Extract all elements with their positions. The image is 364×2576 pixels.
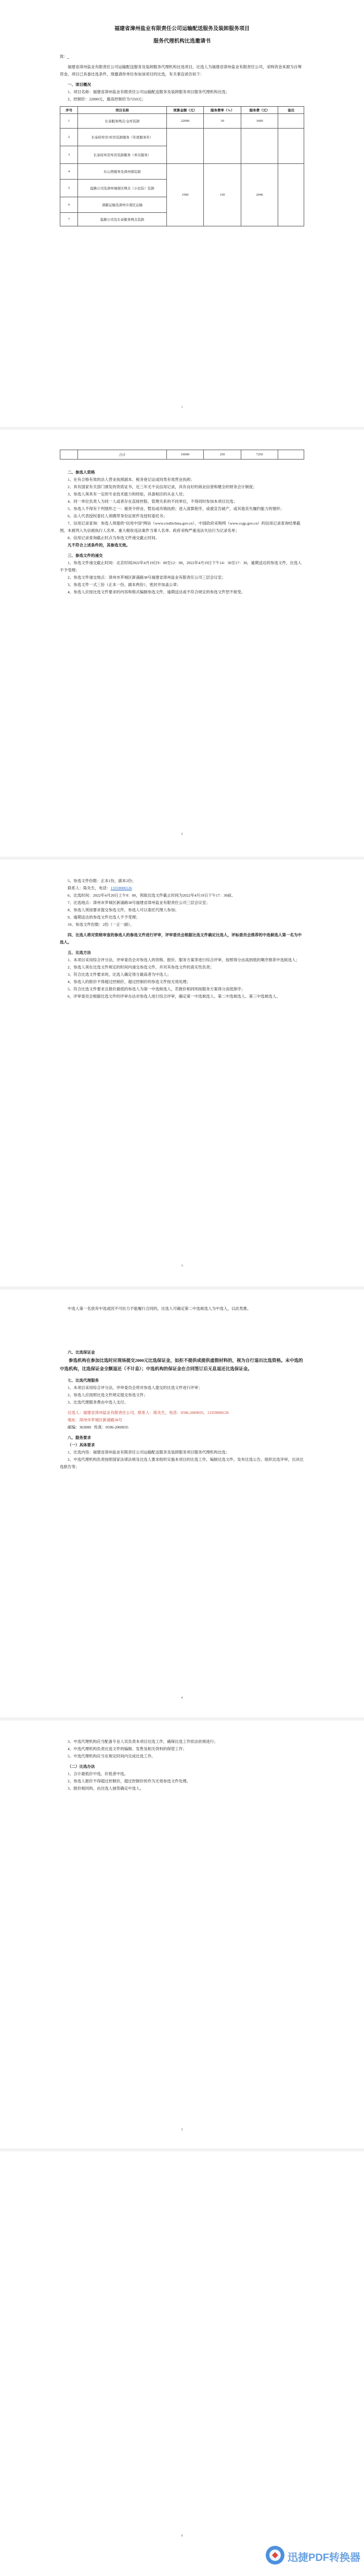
table-cell: 4 — [60, 164, 78, 180]
page-number: 5 — [181, 2128, 183, 2132]
table-total-row — [60, 450, 304, 460]
page-number: 3 — [181, 1265, 183, 1268]
table-row — [60, 114, 304, 129]
table-cell: 东山西服务及漳州南装卸 — [78, 164, 167, 180]
contact-label: 联系人：陈先生，电话： — [68, 886, 111, 890]
section-1-item-1: 1、项目名称：福建省漳州盐业有限责任公司运输配送服务及装卸服务项目服务代理机构比选； — [68, 90, 230, 94]
section-8-heading: 八、服务要求 — [68, 1435, 91, 1440]
table-cell — [278, 450, 304, 460]
section-4-heading: 四、比选人将对资格审查的参选人的参选文件进行评审，评审委员会根据比选文件确定比选人，评标委员会推荐的中选候选人第一名为中选人。 — [60, 933, 302, 945]
table-cell: 2 — [60, 129, 78, 146]
fee-table — [60, 106, 304, 226]
address-line: 地址：漳州市芗城区新浦路38号 — [68, 1418, 122, 1422]
section-8-subheading-2: （二）比选办法 — [68, 1764, 95, 1769]
section-2-item: 7、信用记录查询：参选人须提供“信用中国”网站（www.creditchina.gov.cn）、中国政府采购网（www.ccgp.gov.cn）的信用记录查询结果截图，未被列入失信被执行人名单、重大税收违法案件当事人名单、政府采购严重违法失信行为记录名单； — [60, 521, 301, 533]
section-2-item: 8、信用记录查询截止时点为参选文件递交截止时间。 — [68, 535, 160, 540]
section-4-item: 7、比选地点：漳州市芗城区新浦路38号福建省漳州盐业有限责任公司三层会议室； — [68, 900, 210, 905]
section-8-item: 2、中选代理机构负责按照国家法律法规及比选人要求组织实施本项目的比选工作，编制比选文件，发布比选公告，组织比选评审，出具比选报告等； — [60, 1457, 304, 1469]
table-cell: 盐路公司及长泰服务网点装卸 — [78, 213, 167, 226]
table-cell: 长泰服务网点/仓库装卸 — [78, 114, 167, 129]
section-4-item: 8、参选人须按要求提交参选文件，参选人可以委托代理人参加； — [68, 908, 179, 912]
table-header-cell: 备注 — [278, 107, 304, 114]
section-1-item-2: 2、控制价：22000元，最高控制价为7250元； — [68, 97, 146, 101]
section-7-item: 2、参选人应按照比选文件规定提交参选文件； — [68, 1393, 148, 1397]
table-cell: 1 — [60, 114, 78, 129]
table-header-cell: 预算金额（元） — [166, 107, 204, 114]
section-2-heading: 二、参选人资格 — [68, 470, 95, 475]
section-8-item: 5、中选代理机构应当在规定时间内完成比选工作。 — [68, 1754, 155, 1758]
section-3-item: 3、参选文件一式三份（正本一份，副本两份），密封并加盖公章； — [68, 582, 181, 587]
table-cell: 1500 — [166, 164, 204, 226]
table-cell: 长泰府库房/库房装卸服务（年度服务年） — [78, 129, 167, 146]
section-4-item: 5、参选文件份数：正本1份，副本2份； — [68, 878, 136, 883]
section-6-heading: 六、比选保证金 — [68, 1350, 95, 1355]
section-5-item: 4、参选人的报价不得超过控制价，超过控制价的参选文件按无效处理； — [68, 979, 191, 984]
section-3-item: 2、参选文件递交地点：漳州市芗城区新浦路38号福建省漳州盐业有限责任公司三层会议室； — [68, 575, 226, 580]
table-header-row — [60, 107, 304, 114]
intro-paragraph: 福建省漳州盐业有限责任公司运输配送服务及装卸服务代理机构比选项目，比选人为福建省漳州盐业有限责任公司，采购资金来源为自筹资金，项目已具备比选条件，现邀请你单位参加该项目的比选，有关事宜函告如下： — [60, 65, 302, 76]
section-2-item: 3、参选人须具有一定的专业技术能力和经验，具备相应的从业人员； — [68, 492, 187, 496]
section-1-heading: 一、项目概况 — [68, 82, 91, 87]
page-3 — [0, 860, 364, 1286]
section-3-item: 1、参选文件递交截止时间：北京时间2022年4月19日9：00至12：00，2022年4月19日下午14：30至17：30，逾期送达的参选文件，比选人不予受理； — [60, 560, 302, 572]
section-8-subheading-1: （一）具体要求 — [68, 1443, 95, 1447]
section-2-item: 5、参选人不得有下列情形之一：被责令停业、暂扣或吊销执照；进入清算程序，或被宣告破产，或其他丧失履约能力的情形； — [68, 506, 284, 511]
section-7-item: 3、比选代理服务费由中选人支付。 — [68, 1400, 128, 1405]
document-title: 福建省漳州盐业有限责任公司运输配送服务及装卸服务项目 — [114, 26, 250, 32]
section-8-item: 1、比选内容：福建省漳州盐业有限责任公司运输配送服务及装卸服务项目服务代理机构比选； — [68, 1450, 230, 1455]
table-cell: 22000 — [166, 114, 204, 129]
section-5-item: 5、符合比选文件要求且报价最低的参选人为第一中选候选人，若报价相同则按服务方案得分高低排序； — [68, 987, 245, 991]
section-5-item: 2、参选人须在比选文件规定的时间内递交参选文件，并对其参选文件的真实性负责； — [68, 965, 214, 970]
table-cell: 30 — [204, 114, 241, 129]
section-4-item: 6、比选时间：2022年4月20日上午9：00，领取比选文件截止时间为2022年4月19日下午17：30前。 — [68, 893, 236, 898]
table-cell — [278, 164, 304, 226]
section-8-item: 3、中选代理机构应当配备专业人员负责本项目比选工作，确保比选工作依法依规进行； — [68, 1739, 218, 1744]
section-4-item: 9、逾期送达的参选文件比选人不予受理； — [68, 915, 140, 920]
section-2-item: 6、法人代表授权委托人须携带身份证原件及授权委托书； — [68, 514, 167, 518]
addressee-blank — [68, 53, 109, 60]
page-4 — [0, 1290, 364, 1716]
section-2-note: 凡不符合上述条件的，其参选无效。 — [68, 543, 130, 547]
section-8b-item: 1、合计最低价中选，价低者中选。 — [68, 1771, 128, 1776]
page-number: 4 — [181, 1697, 183, 1700]
document-subtitle: 服务代理机构比选邀请书 — [153, 39, 211, 44]
section-6-text: 参选机构在参加比选时应现场提交2000元比选保证金，如拒不提供或提供虚假材料的，视为自行退出比选资格。未中选的中选机构，比选保证金全额退还（不计息）；中选机构的保证金在合同签订后无息退还比选保证金。 — [60, 1358, 303, 1371]
fax-line: 传真：0596-2069035 — [94, 1425, 128, 1430]
page-number: 6 — [181, 2534, 183, 2537]
table-cell: 2040 — [241, 164, 278, 226]
section-8b-item: 3、报价相同的，由比选人抽签确定中选人。 — [68, 1786, 144, 1791]
table-cell — [278, 129, 304, 164]
table-cell: 5 — [60, 180, 78, 197]
section-2-item: 1、在有合格有效的法人营业执照副本、税务登记证或同类有效营业执照； — [68, 477, 194, 482]
section-7-item: 1、本项目采用综合评分法，评审委员会将对参选人提交的比选文件进行评审； — [68, 1385, 202, 1390]
table-total-label: 合计 — [78, 450, 167, 460]
table-cell: 1600 — [241, 114, 278, 129]
table-cell: 长泰府库房库房装卸服务（单次服务） — [78, 146, 167, 164]
section-8-item: 4、中选代理机构负责比选文件的编制、发售及相关资料的保管工作； — [68, 1746, 187, 1751]
table-cell: 盐路公司及漳州城南区网点（小包装）装卸 — [78, 180, 167, 197]
table-header-cell: 服务费（元） — [241, 107, 278, 114]
section-4-item: 10、参选文件份数：2份（一正一副）。 — [68, 922, 134, 927]
table-total-budget: 10000 — [166, 450, 204, 460]
page-1 — [0, 0, 364, 427]
section-2-item: 2、具有国家有关部门颁发的资质证书，近三年无不良信用记录，具有良好的商业信誉和健全的财务会计制度； — [68, 484, 257, 489]
section-5-item: 1、本项目采用综合评分法，评审委员会对参选人的资格、报价、服务方案等进行综合评审，按照得分由高到低的顺序推荐中选候选人； — [68, 958, 300, 962]
section-2-item: 4、同一单位负责人为同一人或者存在直接控股、管理关系的不同单位，不得同时参加本项目比选； — [68, 499, 238, 504]
table-cell: 7 — [60, 213, 78, 226]
table-cell: 漳路运输及漳州市南区运输 — [78, 197, 167, 213]
table-cell: 6 — [60, 197, 78, 213]
page-number: 2 — [181, 833, 183, 836]
fee-table-total — [60, 450, 304, 460]
section-5-tail: 中选人第一名放弃中选或因不可抗力不能履行合同的，比选人可确定第二中选候选人为中选人，以此类推。 — [68, 1306, 251, 1311]
page-2 — [0, 430, 364, 857]
table-cell — [166, 129, 204, 164]
section-8b-item: 2、参选人报价不得超过控制价，超过控制价的作为无效参选文件处理。 — [68, 1779, 191, 1783]
postcode-line: 邮编：363000 — [68, 1425, 91, 1430]
section-3-item: 4、参选人应按比选文件要求的内容和格式编制参选文件，逾期送达或不符合规定的参选文件恕不接受。 — [68, 590, 245, 594]
table-total-rate: 250 — [204, 450, 241, 460]
section-5-item: 3、符合比选文件要求的，比选人确定得分最高者为中选人； — [68, 972, 171, 977]
section-7-heading: 七、比选代理服务 — [68, 1378, 99, 1383]
table-cell: 150 — [204, 164, 241, 226]
table-cell — [60, 450, 78, 460]
table-header-cell: 项目名称 — [78, 107, 167, 114]
table-total-fee: 7250 — [241, 450, 278, 460]
table-row — [60, 129, 304, 146]
contact-phone-link[interactable]: 13359000126 — [110, 886, 132, 890]
table-cell: 3 — [60, 146, 78, 164]
table-cell — [241, 129, 278, 164]
section-3-heading: 三、参选文件的递交 — [68, 553, 103, 558]
table-row — [60, 164, 304, 180]
pdf-converter-watermark — [263, 2542, 364, 2568]
table-cell — [204, 129, 241, 164]
table-header-cell: 序号 — [60, 107, 78, 114]
table-header-cell: 服务费率（%） — [204, 107, 241, 114]
watermark-text: 迅捷PDF转换器 — [288, 2552, 360, 2564]
section-5-heading: 五、比选方法 — [68, 950, 91, 955]
contact-line: 比选人：福建省漳州盐业有限责任公司，联系人：陈先生，电话：0596-2069035，13359000126 — [68, 1410, 229, 1415]
page-number: 1 — [181, 406, 183, 409]
table-cell — [278, 114, 304, 129]
section-5-item: 6、评审委员会根据比选文件的评审办法对参选人进行综合评审，确定第一中选候选人、第二中选候选人、第三中选候选人。 — [68, 994, 280, 999]
addressee-label: 致： — [60, 54, 68, 59]
page-5 — [0, 1720, 364, 2147]
page-6 — [0, 2151, 364, 2576]
